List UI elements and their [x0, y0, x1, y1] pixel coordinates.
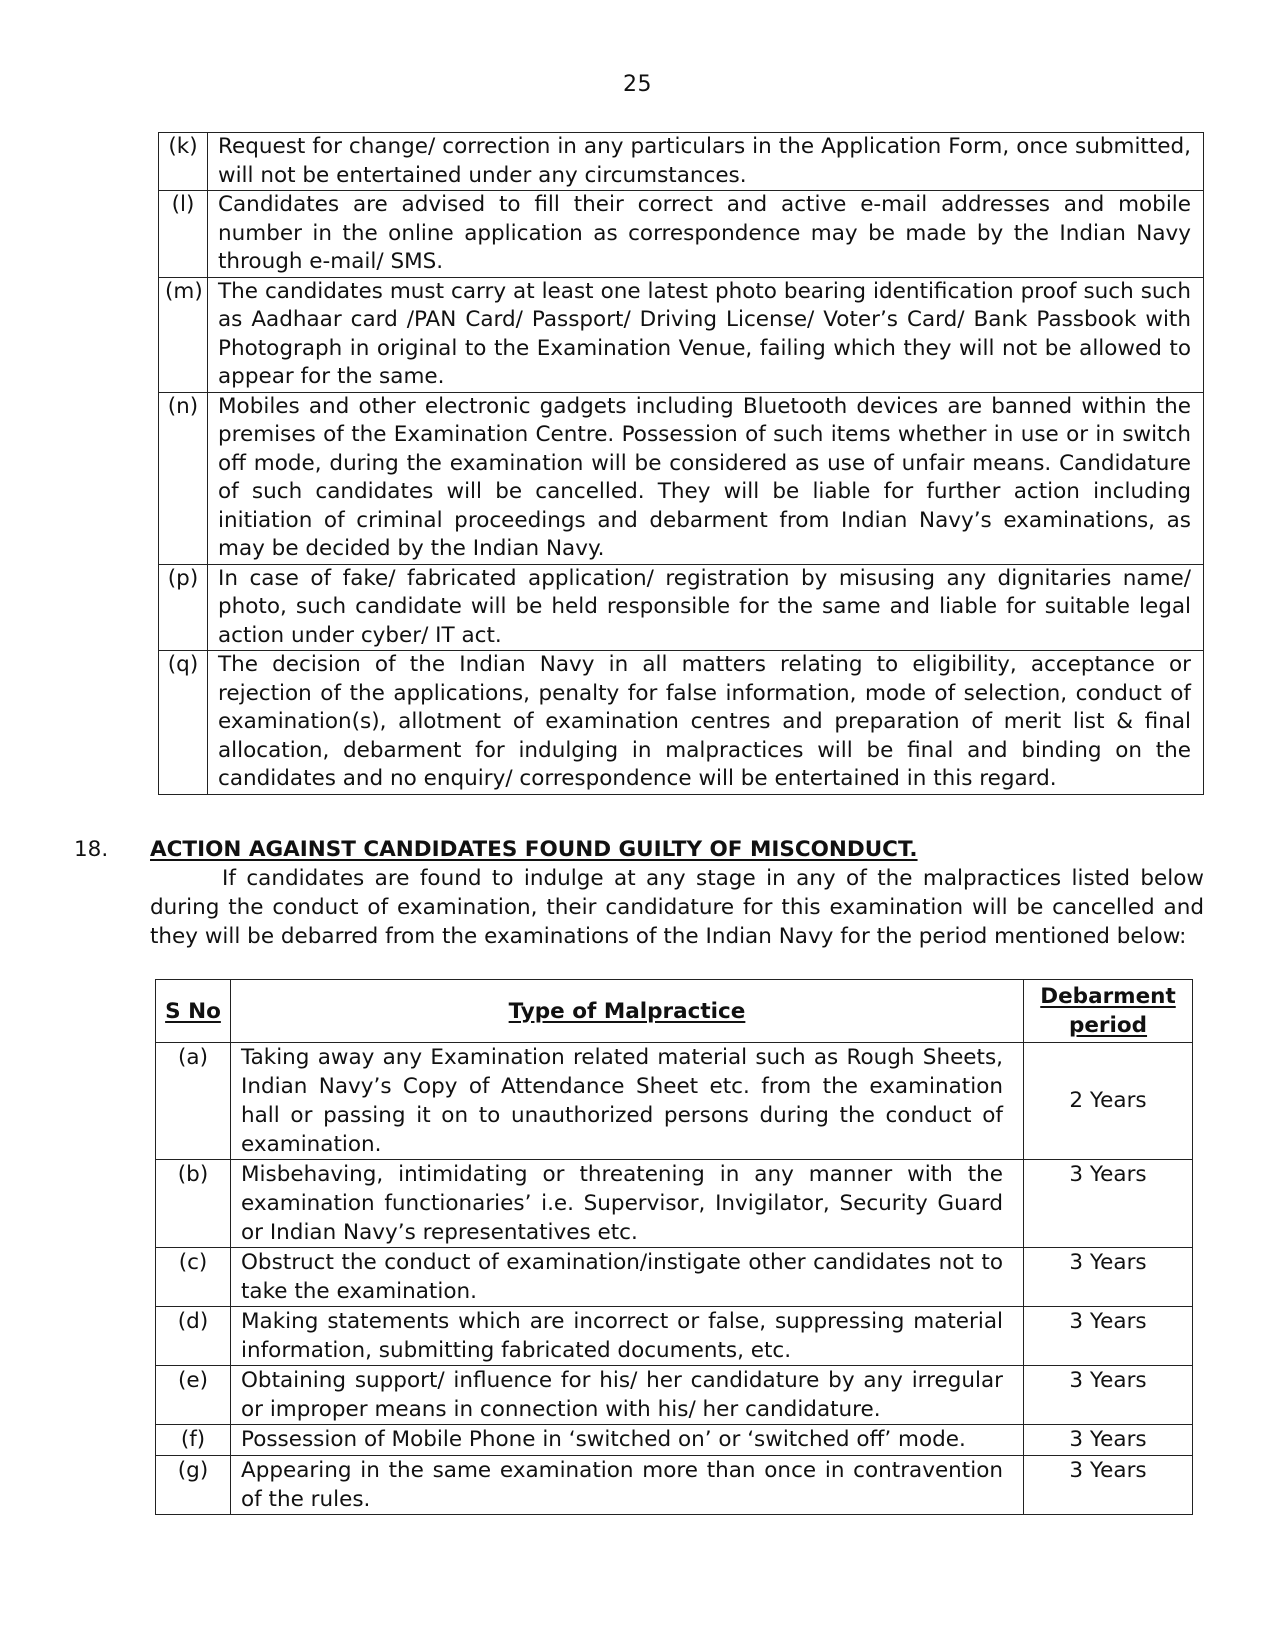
row-label: (k) — [159, 133, 208, 191]
table-row — [156, 1248, 1193, 1307]
header-period: Debarment period — [1024, 980, 1193, 1043]
table-row — [159, 277, 1204, 392]
table-row — [159, 392, 1204, 564]
table-row — [156, 1160, 1193, 1248]
section-body: If candidates are found to indulge at any stage in any of the malpractices listed below during the conduct of examination, their candidature for this examination will be cancelled and they will be debarred from the examinations of the Indian Navy for the period mentioned below: — [150, 866, 1204, 949]
row-type: Obtaining support/ influence for his/ her candidature by any irregular or improper means in connection with his/ her candidature. — [231, 1366, 1024, 1425]
row-period: 2 Years — [1024, 1043, 1193, 1160]
table-row — [156, 1366, 1193, 1425]
row-type: Obstruct the conduct of examination/instigate other candidates not to take the examination. — [231, 1248, 1024, 1307]
row-period: 3 Years — [1024, 1248, 1193, 1307]
table-row — [159, 564, 1204, 651]
table-row — [156, 1456, 1193, 1515]
row-label: (q) — [159, 651, 208, 795]
header-sno: S No — [156, 980, 231, 1043]
row-type: Making statements which are incorrect or false, suppressing material information, submitting fabricated documents, etc. — [231, 1307, 1024, 1366]
row-type: Misbehaving, intimidating or threatening in any manner with the examination functionaries’ i.e. Supervisor, Invigilator, Security Guard or Indian Navy’s representatives etc. — [231, 1160, 1024, 1248]
table-row — [159, 651, 1204, 795]
table-row — [156, 1043, 1193, 1160]
table-row — [159, 191, 1204, 278]
section-18 — [74, 835, 1204, 951]
row-type: Appearing in the same examination more than once in contravention of the rules. — [231, 1456, 1024, 1515]
row-label: (l) — [159, 191, 208, 278]
table-header-row — [156, 980, 1193, 1043]
row-label: (p) — [159, 564, 208, 651]
table-row — [156, 1307, 1193, 1366]
row-text: Candidates are advised to fill their correct and active e-mail addresses and mobile number in the online application as correspondence may be made by the Indian Navy through e-mail/ SMS. — [208, 191, 1204, 278]
table-row — [159, 133, 1204, 191]
page-number: 25 — [623, 72, 652, 97]
row-sno: (b) — [156, 1160, 231, 1248]
instructions-table — [158, 132, 1204, 795]
row-period: 3 Years — [1024, 1160, 1193, 1248]
row-sno: (f) — [156, 1425, 231, 1456]
row-type: Possession of Mobile Phone in ‘switched on’ or ‘switched off’ mode. — [231, 1425, 1024, 1456]
row-sno: (a) — [156, 1043, 231, 1160]
malpractice-table — [155, 979, 1193, 1515]
row-label: (m) — [159, 277, 208, 392]
table-row — [156, 1425, 1193, 1456]
row-text: The decision of the Indian Navy in all matters relating to eligibility, acceptance or rejection of the applications, penalty for false information, mode of selection, conduct of examination(s), allotment of examination centres and preparation of merit list & final allocation, debarment for indulging in malpractices will be final and binding on the candidates and no enquiry/ correspondence will be entertained in this regard. — [208, 651, 1204, 795]
row-period: 3 Years — [1024, 1307, 1193, 1366]
row-sno: (c) — [156, 1248, 231, 1307]
section-number: 18. — [74, 837, 109, 862]
row-text: In case of fake/ fabricated application/ registration by misusing any dignitaries name/ photo, such candidate will be held responsible for the same and liable for suitable legal action under cyber/ IT act. — [208, 564, 1204, 651]
section-title: ACTION AGAINST CANDIDATES FOUND GUILTY OF MISCONDUCT. — [150, 837, 918, 862]
row-sno: (g) — [156, 1456, 231, 1515]
row-label: (n) — [159, 392, 208, 564]
row-text: Request for change/ correction in any particulars in the Application Form, once submitted, will not be entertained under any circumstances. — [208, 133, 1204, 191]
row-text: Mobiles and other electronic gadgets including Bluetooth devices are banned within the premises of the Examination Centre. Possession of such items whether in use or in switch off mode, during the examination will be considered as use of unfair means. Candidature of such candidates will be cancelled. They will be liable for further action including initiation of criminal proceedings and debarment from Indian Navy’s examinations, as may be decided by the Indian Navy. — [208, 392, 1204, 564]
row-sno: (d) — [156, 1307, 231, 1366]
row-period: 3 Years — [1024, 1425, 1193, 1456]
row-text: The candidates must carry at least one latest photo bearing identification proof such such as Aadhaar card /PAN Card/ Passport/ Driving License/ Voter’s Card/ Bank Passbook with Photograph in original to the Examination Venue, failing which they will not be allowed to appear for the same. — [208, 277, 1204, 392]
row-sno: (e) — [156, 1366, 231, 1425]
row-type: Taking away any Examination related material such as Rough Sheets, Indian Navy’s Copy of Attendance Sheet etc. from the examination hall or passing it on to unauthorized persons during the conduct of examination. — [231, 1043, 1024, 1160]
section-heading — [74, 835, 1204, 864]
row-period: 3 Years — [1024, 1366, 1193, 1425]
header-type: Type of Malpractice — [231, 980, 1024, 1043]
row-period: 3 Years — [1024, 1456, 1193, 1515]
